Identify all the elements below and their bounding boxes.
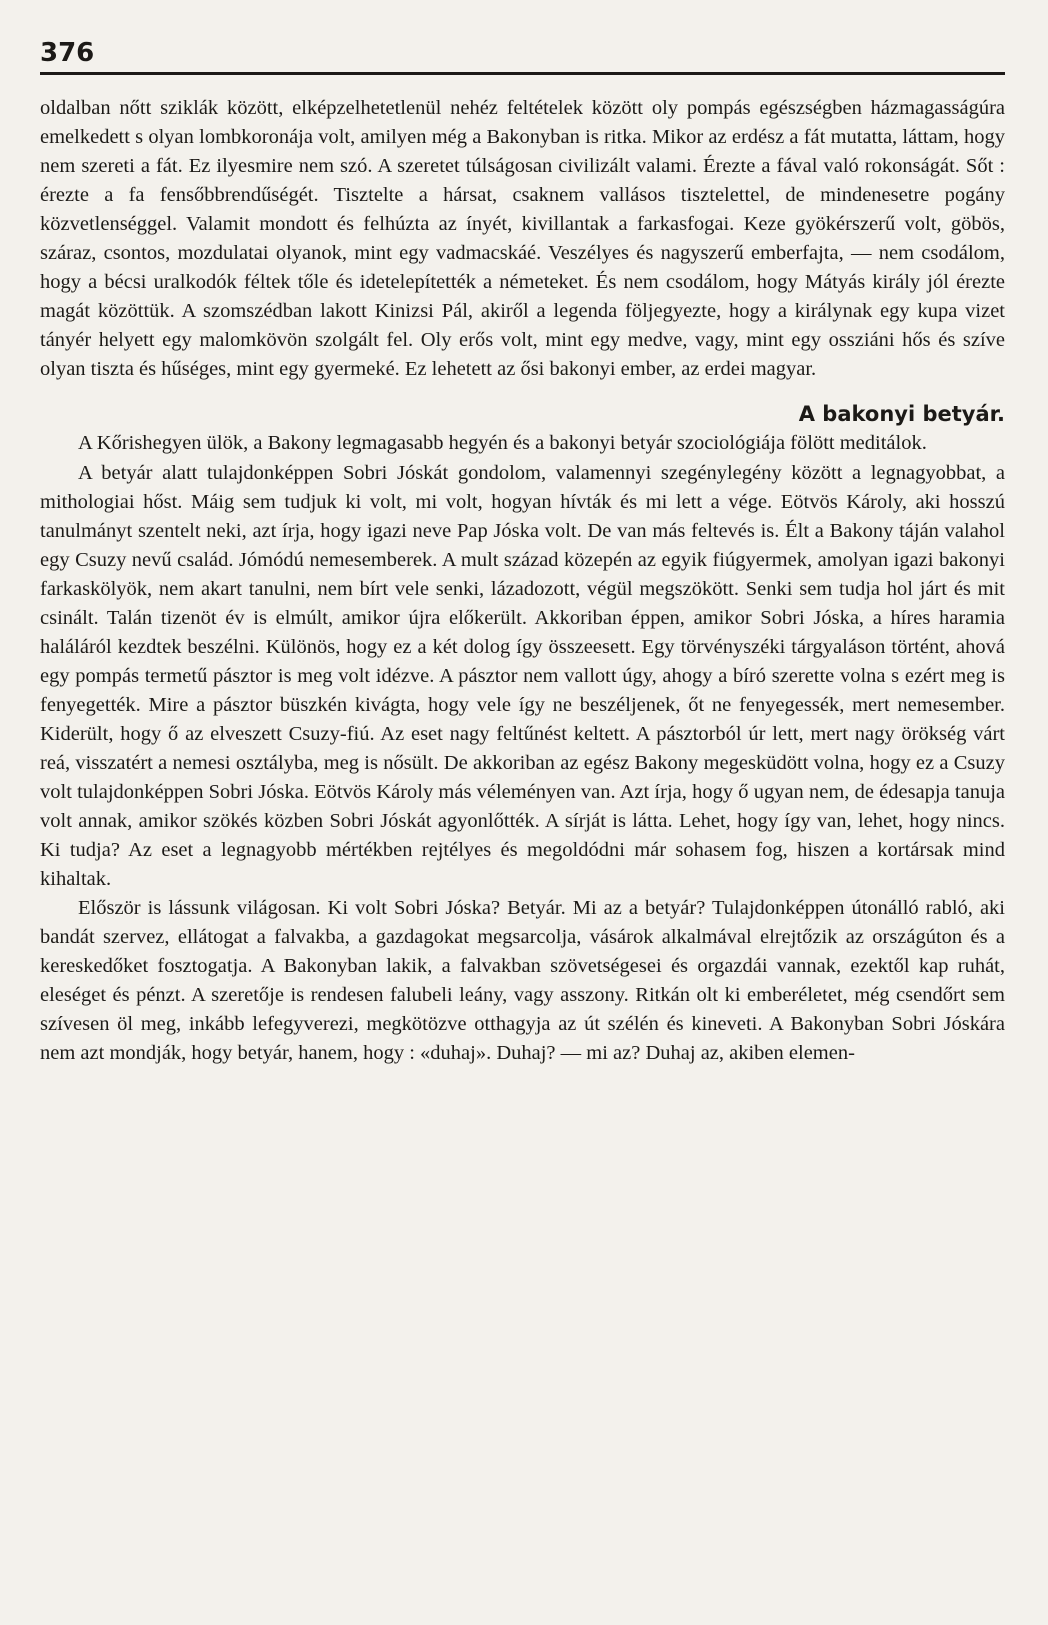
page-number: 376	[40, 38, 95, 68]
book-page	[40, 30, 1005, 1610]
paragraph: Először is lássunk világosan. Ki volt Sobri Jóska? Betyár. Mi az a betyár? Tulajdonképpen útonálló rabló, aki bandát szervez, ellátogat a falvakba, a gazdagokat megsarcolja, vásárok alkalmával elrejtőzik az országúton és a kereskedőket fosztogatja. A Bakonyban lakik, a falvakban szövetségesei és orgazdái vannak, ezektől kap ruhát, eleséget és pénzt. A szeretője is rendesen falubeli leány, vagy asszony. Ritkán olt ki emberéletet, még csendőrt sem szívesen öl meg, inkább lefegyverezi, megkötözve otthagyja az út szélén és kineveti. A Bakonyban Sobri Jóskára nem azt mondják, hogy betyár, hanem, hogy : «duhaj». Duhaj? — mi az? Duhaj az, akiben elemen-	[40, 897, 1005, 1065]
paragraph: A betyár alatt tulajdonképpen Sobri Jóskát gondolom, valamennyi szegénylegény között a legnagyobbat, a mithologiai hőst. Máig sem tudjuk ki volt, mi volt, hogyan hívták és mi lett a vége. Eötvös Károly, aki hosszú tanulmányt szentelt neki, azt írja, hogy igazi neve Pap Jóska volt. De van más feltevés is. Élt a Bakony táján valahol egy Csuzy nevű család. Jómódú nemesemberek. A mult század közepén az egyik fiúgyermek, amolyan igazi bakonyi farkaskölyök, nem akart tanulni, nem bírt vele senki, lázadozott, végül megszökött. Senki sem tudja hol járt és mit csinált. Talán tizenöt év is elmúlt, amikor újra előkerült. Akkoriban éppen, amikor Sobri Jóska, a híres haramia haláláról kezdtek beszélni. Különös, hogy ez a két dolog így összeesett. Egy törvényszéki tárgyaláson történt, ahová egy pompás termetű pásztor is meg volt idézve. A pásztor nem vallott úgy, ahogy a bíró szerette volna s ezért meg is fenyegették. Mire a pásztor büszkén kivágta, hogy vele így ne beszéljenek, őt ne fenyegessék, mert nemesember. Kiderült, hogy ő az elveszett Csuzy-fiú. Az eset nagy feltűnést keltett. A pásztorból úr lett, mert nagy örökség várt reá, visszatért a nemesi osztályba, meg is nősült. De akkoriban az egész Bakony megesküdött volna, hogy ez a Csuzy volt tulajdonképpen Sobri Jóska. Eötvös Károly más véleményen van. Azt írja, hogy ő ugyan nem, de édesapja tanuja volt annak, amikor szökés közben Sobri Jóskát agyonlőtték. A sírját is látta. Lehet, hogy így van, lehet, hogy nincs. Ki tudja? Az eset a legnagyobb mértékben rejtélyes és megoldódni már sohasem fog, hiszen a kortársak mind kihaltak.	[40, 461, 1005, 891]
body-text	[40, 94, 1005, 1069]
section-heading: A bakonyi betyár.	[798, 402, 1005, 427]
paragraph: A Kőrishegyen ülök, a Bakony legmagasabb hegyén és a bakonyi betyár szociológiája fölött meditálok.	[78, 432, 927, 455]
paragraph-continued: oldalban nőtt sziklák között, elképzelhetetlenül nehéz feltételek között oly pompás egészségben házmagasságúra emelkedett s olyan lombkoronája volt, amilyen még a Bakonyban is ritka. Mikor az erdész a fát mutatta, láttam, hogy nem szereti a fát. Ez ilyesmire nem szó. A szeretet túlságosan civilizált valami. Érezte a fával való rokonságát. Sőt : érezte a fa fensőbbrendűségét. Tisztelte a hársat, csaknem vallásos tisztelettel, de mindenesetre pogány közvetlenséggel. Valamit mondott és felhúzta az ínyét, kivillantak a farkasfogai. Keze gyökérszerű volt, göbös, száraz, csontos, mozdulatai olyanok, mint egy vadmacskáé. Veszélyes és nagyszerű emberfajta, — nem csodálom, hogy a bécsi uralkodók féltek tőle és idetelepítették a németeket. És nem csodálom, hogy Mátyás király jól érezte magát közöttük. A szomszédban lakott Kinizsi Pál, akiről a legenda följegyezte, hogy a királynak egy kupa vizet tányér helyett egy malomkövön szolgált fel. Oly erős volt, mint egy medve, vagy, mint egy ossziáni hős és szíve olyan tiszta és hűséges, mint egy gyermeké. Ez lehetett az ősi bakonyi ember, az erdei magyar.	[40, 97, 1005, 381]
header-rule	[40, 72, 1005, 75]
